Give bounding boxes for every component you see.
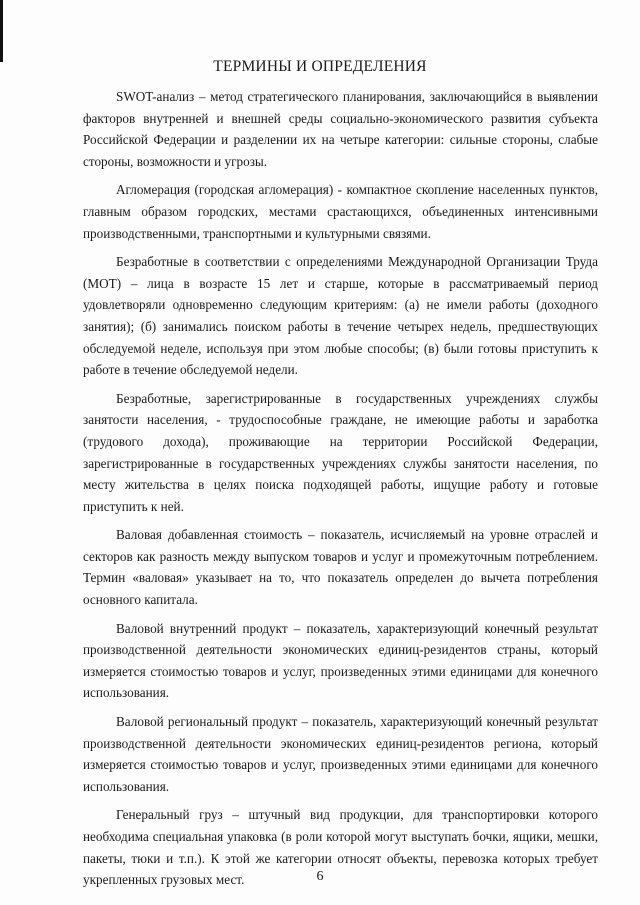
definition-unemployed-ilo: Безработные в соответствии с определениями Международной Организации Труда (МОТ) – лица в возрасте 15 лет и старше, которые в рассматриваемый период удовлетворяли одновременно следующим критериям: (а) не имели работы (доходного занятия); (б) занимались поиском работы в течение четырех недель, предшествующих обследуемой неделе, используя при этом любые способы; (в) были готовы приступить к работе в течение обследуемой недели. bbox=[83, 254, 598, 378]
definition-swot: SWOT-анализ – метод стратегического планирования, заключающийся в выявлении факторов внутренней и внешней среды социально-экономического развития субъекта Российской Федерации и разделении их на четыре категории: сильные стороны, слабые стороны, возможности и угрозы. bbox=[83, 89, 598, 169]
binding-edge-mark bbox=[0, 0, 3, 62]
page-number: 6 bbox=[316, 869, 324, 884]
definition-grp: Валовой региональный продукт – показатель, характеризующий конечный результат производственной деятельности экономических единиц-резидентов региона, который измеряется стоимостью товаров и услуг, произведенных этими единицами для конечного использования. bbox=[83, 714, 598, 794]
definition-gdp: Валовой внутренний продукт – показатель, характеризующий конечный результат производственной деятельности экономических единиц-резидентов страны, который измеряется стоимостью товаров и услуг, произведенных этими единицами для конечного использования. bbox=[83, 620, 598, 701]
definition-general-cargo: Генеральный груз – штучный вид продукции, для транспортировки которого необходима специальная упаковка (в роли которой могут выступать бочки, ящики, мешки, пакеты, тюки и т.п.). К этой же категории относят объекты, перевозка которых требует укрепленных грузовых мест. bbox=[83, 807, 598, 888]
definition-gross-value-added: Валовая добавленная стоимость – показатель, исчисляемый на уровне отраслей и секторов как разность между выпуском товаров и услуг и промежуточным потреблением. Термин «валовая» указывает на то, что показатель определен до вычета потребления основного капитала. bbox=[83, 527, 598, 608]
definition-unemployed-registered: Безработные, зарегистрированные в государственных учреждениях службы занятости населения, - трудоспособные граждане, не имеющие работы и заработка (трудового дохода), проживающие на территории Российской Федерации, зарегистрированные в государственных учреждениях службы занятости населения, по месту жительства в целях поиска подходящей работы, ищущие работу и готовые приступить к ней. bbox=[83, 390, 598, 514]
page-title: ТЕРМИНЫ И ОПРЕДЕЛЕНИЯ bbox=[213, 58, 427, 75]
definitions-body bbox=[83, 86, 598, 898]
definition-agglomeration: Агломерация (городская агломерация) - компактное скопление населенных пунктов, главным образом городских, местами срастающихся, объединенных интенсивными производственными, транспортными и культурными связями. bbox=[83, 182, 598, 241]
